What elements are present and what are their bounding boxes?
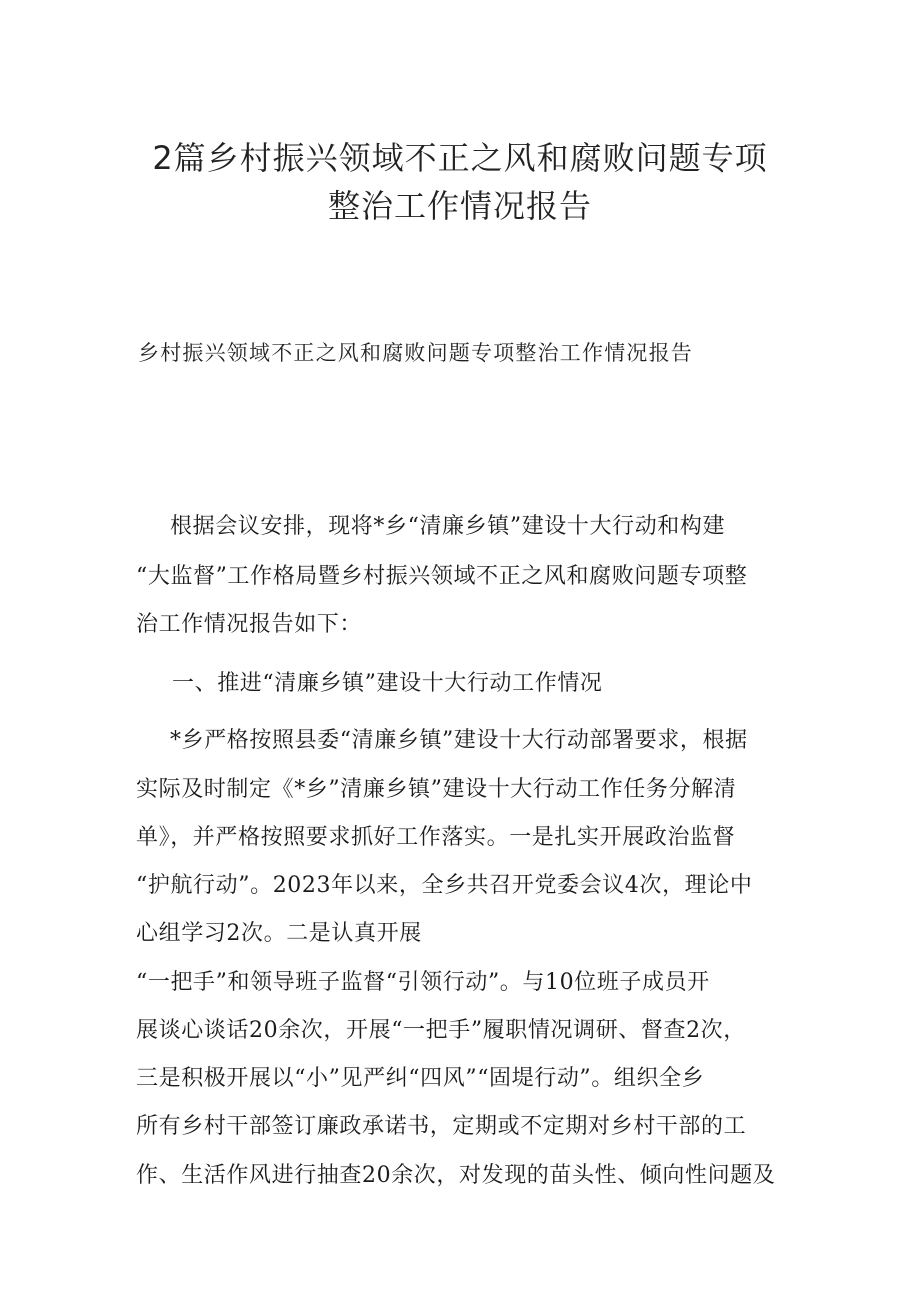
body-line: 三是积极开展以“小”见严纠“四风”“固堤行动”。组织全乡 bbox=[136, 1066, 705, 1091]
body-line: 治工作情况报告如下： bbox=[136, 612, 363, 637]
body-line: 展谈心谈话20余次，开展“一把手”履职情况调研、督查2次， bbox=[136, 1018, 746, 1043]
section-heading: 一、推进“清廉乡镇”建设十大行动工作情况 bbox=[172, 671, 603, 696]
body-line: 单》，并严格按照要求抓好工作落实。一是扎实开展政治监督 bbox=[136, 825, 736, 850]
body-line: 心组学习2次。二是认真开展 bbox=[136, 921, 422, 946]
body-line: 实际及时制定《*乡”清廉乡镇”建设十大行动工作任务分解清 bbox=[136, 777, 737, 802]
body-line: “护航行动”。2023年以来，全乡共召开党委会议4次，理论中 bbox=[136, 873, 753, 898]
document-title-line-1: 2篇乡村振兴领域不正之风和腐败问题专项 bbox=[152, 139, 768, 177]
body-line: “大监督”工作格局暨乡村振兴领域不正之风和腐败问题专项整 bbox=[136, 564, 748, 589]
document-subtitle: 乡村振兴领域不正之风和腐败问题专项整治工作情况报告 bbox=[138, 341, 693, 365]
body-line: 所有乡村干部签订廉政承诺书，定期或不定期对乡村干部的工 bbox=[136, 1114, 747, 1139]
body-line: *乡严格按照县委“清廉乡镇”建设十大行动部署要求，根据 bbox=[170, 728, 748, 753]
body-line: “一把手”和领导班子监督“引领行动”。与10位班子成员开 bbox=[136, 970, 710, 995]
body-line: 根据会议安排，现将*乡“清廉乡镇”建设十大行动和构建 bbox=[170, 514, 726, 539]
body-line: 作、生活作风进行抽查20余次，对发现的苗头性、倾向性问题及 bbox=[136, 1163, 776, 1188]
document-title-line-2: 整治工作情况报告 bbox=[327, 187, 592, 225]
